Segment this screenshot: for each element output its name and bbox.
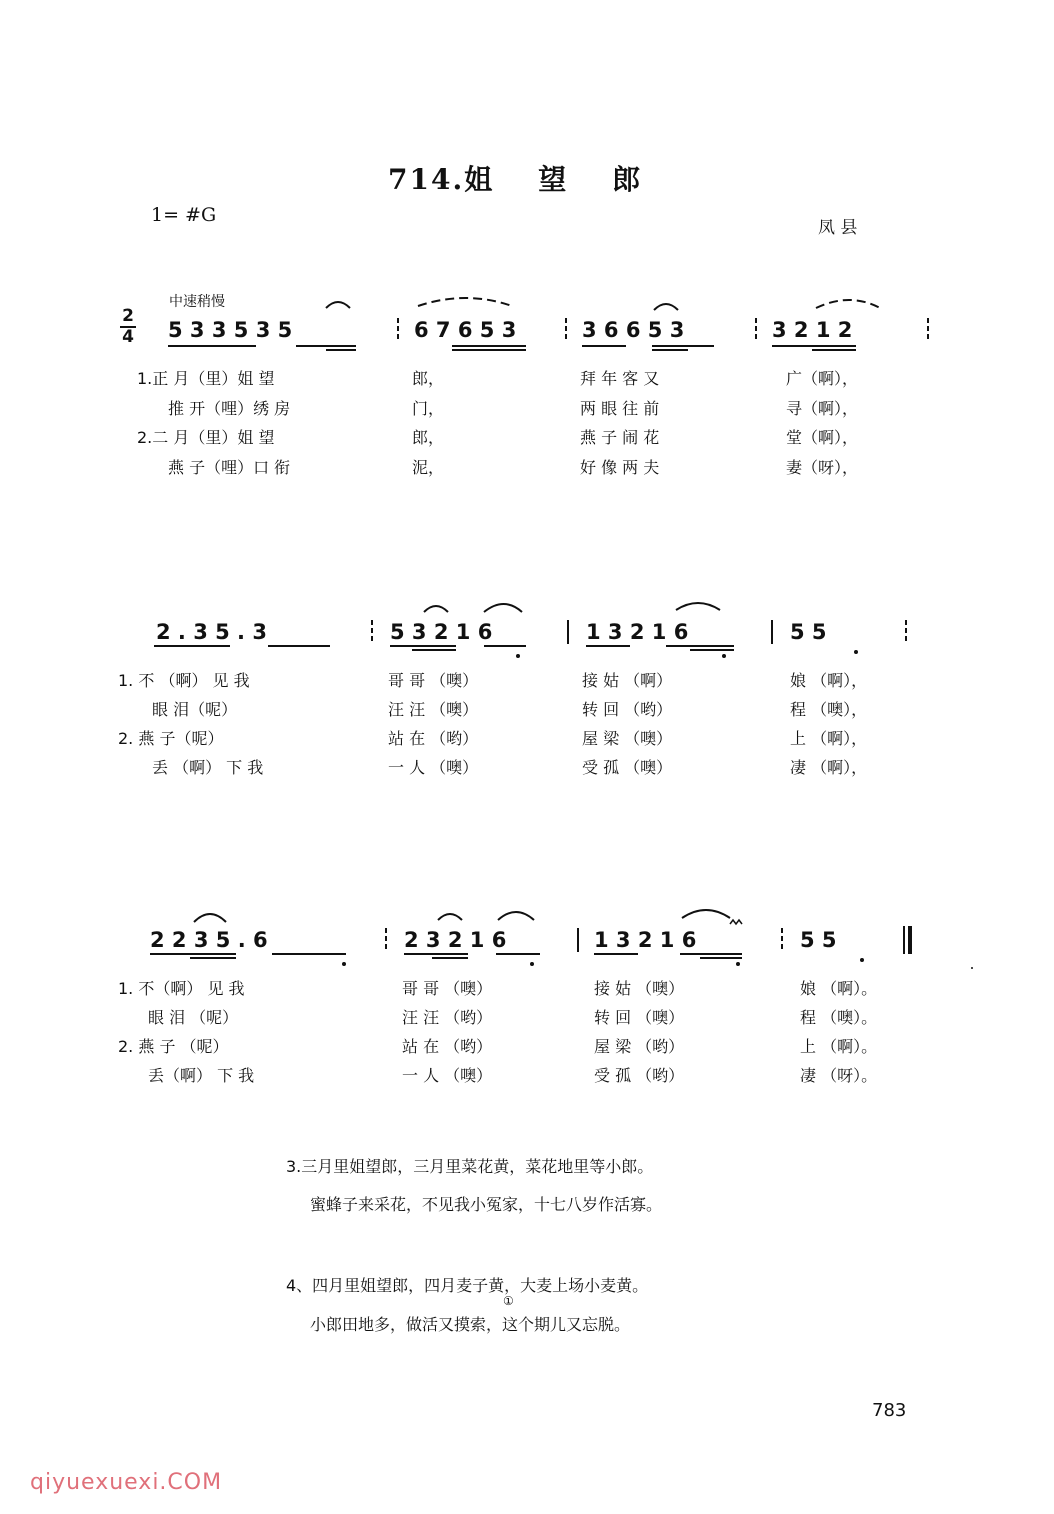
- lyric-line: 2. 燕 子（呢）: [118, 729, 224, 748]
- title-char-1: 姐: [464, 163, 495, 196]
- lyric-line: 燕 子 闹 花: [580, 428, 660, 447]
- lyric-line: 站 在 （哟）: [402, 1037, 493, 1056]
- page-number: 783: [872, 1400, 907, 1421]
- watermark: qiyuexuexi.COM: [30, 1470, 223, 1495]
- lyric-line: 泥，: [412, 458, 445, 477]
- lyric-line: 转 回 （噢）: [594, 1008, 685, 1027]
- lyric-line: 汪 汪 （噢）: [388, 700, 479, 719]
- measure: 5 3 3 5 3 5: [168, 318, 293, 342]
- lyric-line: 受 孤 （噢）: [582, 758, 673, 777]
- lyric-line: 堂（啊），: [786, 428, 859, 447]
- verse-line: 小郎田地多，做活又摸索，这个期儿又忘脱。: [310, 1315, 631, 1334]
- octave-dot: [530, 962, 534, 966]
- lyric-line: 一 人 （噢）: [402, 1066, 493, 1085]
- measure: 5 5: [800, 928, 837, 952]
- lyric-line: 凄 （呀）。: [800, 1066, 878, 1085]
- slur: [438, 914, 462, 920]
- title-number: 714.: [388, 163, 465, 196]
- lyric-line: 上 （啊），: [790, 729, 868, 748]
- title-char-2: 望: [538, 163, 569, 196]
- time-signature-bottom: 4: [122, 327, 134, 347]
- lyric-line: 妻（呀），: [786, 458, 859, 477]
- stray-dot: [971, 967, 973, 969]
- octave-dot: [736, 962, 740, 966]
- lyric-line: 程 （噢），: [790, 700, 868, 719]
- tempo-marking: 中速稍慢: [169, 294, 225, 310]
- trill-mark: [730, 920, 742, 924]
- lyric-line: 丢 （啊） 下 我: [152, 758, 264, 777]
- lyric-line: 娘 （啊）。: [800, 979, 878, 998]
- slur: [816, 300, 880, 308]
- verse-line: 4、四月里姐望郎，四月麦子黄，大麦上场小麦黄。: [286, 1276, 649, 1295]
- lyric-line: 拜 年 客 又: [580, 369, 660, 388]
- lyric-line: 郎，: [412, 369, 445, 388]
- lyric-line: 娘 （啊），: [790, 671, 868, 690]
- region-label: 凤 县: [818, 218, 858, 238]
- lyric-line: 1.正 月（里）姐 望: [137, 369, 275, 388]
- lyric-line: 哥 哥 （噢）: [388, 671, 479, 690]
- measure: 5 5: [790, 620, 827, 644]
- lyric-line: 转 回 （哟）: [582, 700, 673, 719]
- lyric-line: 丢（啊） 下 我: [148, 1066, 255, 1085]
- slur: [326, 302, 350, 308]
- slur: [654, 304, 678, 310]
- lyric-line: 好 像 两 夫: [580, 458, 660, 477]
- lyric-line: 推 开（哩）绣 房: [168, 399, 291, 418]
- key-signature: 1= #G: [151, 204, 217, 226]
- slur: [424, 606, 448, 612]
- lyric-line: 2. 燕 子 （呢）: [118, 1037, 229, 1056]
- octave-dot: [516, 654, 520, 658]
- measure: 1 3 2 1 6: [586, 620, 689, 644]
- lyric-line: 接 姑 （噢）: [594, 979, 685, 998]
- lyric-line: 寻（啊），: [786, 399, 859, 418]
- slur: [418, 298, 512, 306]
- measure: 3 6 6 5 3: [582, 318, 685, 342]
- measure: 2 2 3 5 . 6: [150, 928, 268, 952]
- lyric-line: 郎，: [412, 428, 445, 447]
- title-char-3: 郎: [612, 163, 643, 196]
- measure: 6 7 6 5 3: [414, 318, 517, 342]
- measure: 3 2 1 2: [772, 318, 853, 342]
- lyric-line: 屋 梁 （噢）: [582, 729, 673, 748]
- slur: [676, 603, 720, 610]
- lyric-line: 燕 子（哩）口 衔: [168, 458, 291, 477]
- lyric-line: 哥 哥 （噢）: [402, 979, 493, 998]
- octave-dot: [722, 654, 726, 658]
- lyric-line: 程 （噢）。: [800, 1008, 878, 1027]
- lyric-line: 接 姑 （啊）: [582, 671, 673, 690]
- lyric-line: 眼 泪 （呢）: [148, 1008, 239, 1027]
- lyric-line: 汪 汪 （哟）: [402, 1008, 493, 1027]
- measure: 2 3 2 1 6: [404, 928, 507, 952]
- measure: 1 3 2 1 6: [594, 928, 697, 952]
- lyric-line: 两 眼 往 前: [580, 399, 660, 418]
- slur: [498, 912, 534, 920]
- lyric-line: 1. 不（啊） 见 我: [118, 979, 245, 998]
- octave-dot: [854, 650, 858, 654]
- time-signature-top: 2: [122, 306, 134, 326]
- lyric-line: 一 人 （噢）: [388, 758, 479, 777]
- lyric-line: 站 在 （哟）: [388, 729, 479, 748]
- octave-dot: [860, 958, 864, 962]
- verse-line: 3.三月里姐望郎，三月里菜花黄，菜花地里等小郎。: [286, 1157, 654, 1176]
- footnote-mark: ①: [503, 1294, 514, 1308]
- slur: [484, 604, 522, 612]
- octave-dot: [342, 962, 346, 966]
- lyric-line: 门，: [412, 399, 445, 418]
- lyric-line: 受 孤 （哟）: [594, 1066, 685, 1085]
- measure: 2 . 3 5 . 3: [156, 620, 267, 644]
- slur: [682, 910, 730, 918]
- measure: 5 3 2 1 6: [390, 620, 493, 644]
- lyric-line: 屋 梁 （哟）: [594, 1037, 685, 1056]
- lyric-line: 2.二 月（里）姐 望: [137, 428, 275, 447]
- lyric-line: 广（啊），: [786, 369, 859, 388]
- lyric-line: 眼 泪（呢）: [152, 700, 238, 719]
- slur: [194, 914, 226, 922]
- lyric-line: 1. 不 （啊） 见 我: [118, 671, 250, 690]
- lyric-line: 上 （啊）。: [800, 1037, 878, 1056]
- verse-line: 蜜蜂子来采花，不见我小冤家，十七八岁作活寡。: [310, 1195, 663, 1214]
- lyric-line: 凄 （啊），: [790, 758, 868, 777]
